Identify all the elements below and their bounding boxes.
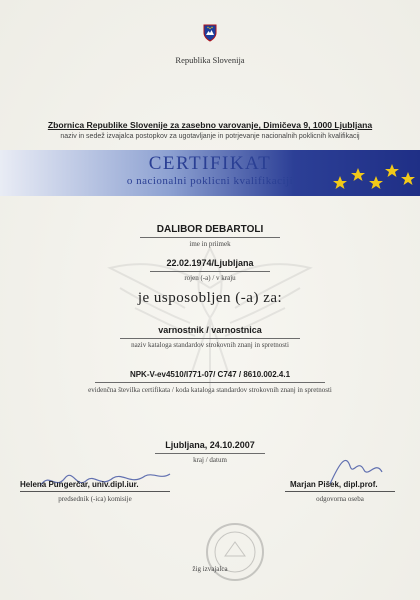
qualification-rule	[120, 338, 300, 339]
right-signature-rule	[285, 491, 395, 492]
holder-name-caption: ime in priimek	[189, 240, 231, 248]
left-signatory-caption: predsednik (-ica) komisije	[58, 495, 132, 503]
left-signature-rule	[20, 491, 170, 492]
holder-name: DALIBOR DEBARTOLI	[156, 224, 264, 235]
issue-rule	[155, 453, 265, 454]
birth-caption: rojen (-a) / v kraju	[184, 274, 236, 282]
birth-rule	[150, 271, 270, 272]
country-name: Republika Slovenija	[175, 55, 245, 65]
issue-place-date: Ljubljana, 24.10.2007	[165, 440, 255, 450]
institution-name: Zbornica Republike Slovenije za zasebno varovanje, Dimičeva 9, 1000 Ljubljana	[47, 120, 373, 130]
code-rule	[95, 382, 325, 383]
eu-stars-icon	[330, 158, 420, 192]
stamp-caption: žig izvajalca	[192, 565, 228, 573]
slovenian-coat-of-arms-icon	[203, 24, 217, 42]
right-signatory-caption: odgovorna oseba	[316, 495, 364, 503]
certificate-code: NPK-V-ev4510/I771-07/ C747 / 8610.002.4.1	[129, 370, 291, 379]
left-signatory-name: Helena Pungerčar, univ.dipl.iur.	[20, 480, 139, 489]
certificate-title: CERTIFIKAT	[148, 153, 272, 174]
qualification-title: varnostnik / varnostnica	[158, 325, 262, 335]
institution-caption: naziv in sedež izvajalca postopkov za ugotavljanje in potrjevanje nacionalnih poklicnih kvalifikacij	[60, 133, 360, 140]
code-caption: evidenčna številka certifikata / koda kataloga standardov strokovnih znanj in spretnosti	[88, 386, 332, 394]
official-stamp-icon	[200, 520, 270, 584]
certificate-subtitle: o nacionalni poklicni kvalifikaciji	[126, 175, 294, 187]
issue-caption: kraj / datum	[193, 456, 227, 464]
qualified-text: je usposobljen (-a) za:	[137, 290, 283, 306]
right-signatory-name: Marjan Pišek, dipl.prof.	[290, 480, 378, 489]
qualification-caption: naziv kataloga standardov strokovnih znanj in spretnosti	[131, 341, 289, 349]
birth-date-place: 22.02.1974/Ljubljana	[166, 258, 254, 268]
holder-name-rule	[140, 237, 280, 238]
